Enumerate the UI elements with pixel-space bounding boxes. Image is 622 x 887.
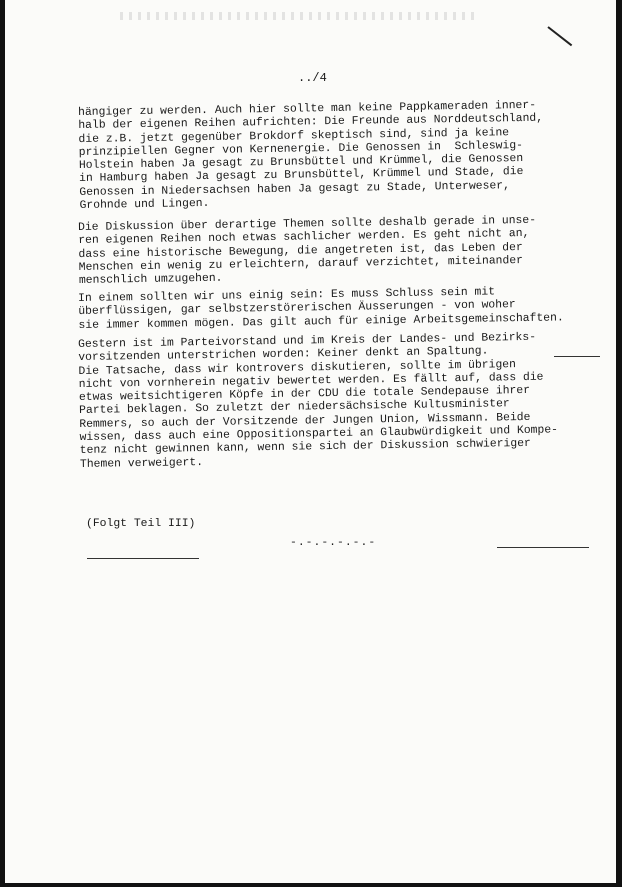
paragraph-3: In einem sollten wir uns einig sein: Es muss Schluss sein mit überflüssigen, gar selbstzerstörerischen Äusserungen - von woher sie immer kommen mögen. Das gilt auch für einige Arbeitsgemeinschaften. [78, 286, 564, 332]
continuation-note: (Folgt Teil III) [86, 518, 196, 530]
end-separator: -.-.-.-.-.- [290, 537, 377, 549]
scan-border-left [0, 0, 5, 887]
rule-left [87, 558, 199, 559]
scan-border-bottom [0, 883, 622, 887]
scan-border-right [616, 0, 622, 887]
corner-pen-mark [547, 26, 572, 46]
paragraph-4: Gestern ist im Parteivorstand und im Kreis der Landes- und Bezirks- vorsitzenden unterstrichen worden: Keiner denkt an Spaltung. Die Tatsache, dass wir kontrovers diskutieren, sollte im übrigen nicht von vornherein negativ bewertet werden. Es fällt auf, dass die etwas weitsichtigeren Köpfe in der CDU die totale Sendepause ihrer Partei beklagen. So zuletzt der niedersächsische Kultusminister Remmers, so auch der Vorsitzende der Jungen Union, Wissmann. Beide wissen, dass auch eine Oppositionspartei an Glaubwürdigkeit und Kompe- tenz nicht gewinnen kann, wenn sie sich der Diskussion schwieriger Themen verweigert. [78, 331, 559, 471]
scan-noise-top [120, 12, 480, 20]
page-number: ../4 [298, 71, 327, 85]
rule-right [497, 547, 589, 548]
handwritten-underline [554, 356, 600, 357]
paragraph-1: hängiger zu werden. Auch hier sollte man keine Pappkameraden inner- halb der eigenen Reihen aufrichten: Die Freunde aus Norddeutschland, die z.B. jetzt gegenüber Brokdorf skeptisch sind, sind ja keine prinzipiellen Gegner von Kernenergie. Die Genossen in Schleswig- Holstein haben Ja gesagt zu Brunsbüttel und Krümmel, die Genossen in Hamburg haben Ja gesagt zu Brunsbüttel, Krümmel und Stade, die Genossen in Niedersachsen haben Ja gesagt zu Stade, Unterweser, Grohnde und Lingen. [78, 99, 544, 213]
paragraph-2: Die Diskussion über derartige Themen sollte deshalb gerade in unse- ren eigenen Reihen noch etwas sachlicher werden. Es geht nicht an, dass eine historische Bewegung, die angetreten ist, das Leben der Menschen ein wenig zu erleichtern, darauf verzichtet, miteinander menschlich umzugehen. [78, 214, 537, 288]
